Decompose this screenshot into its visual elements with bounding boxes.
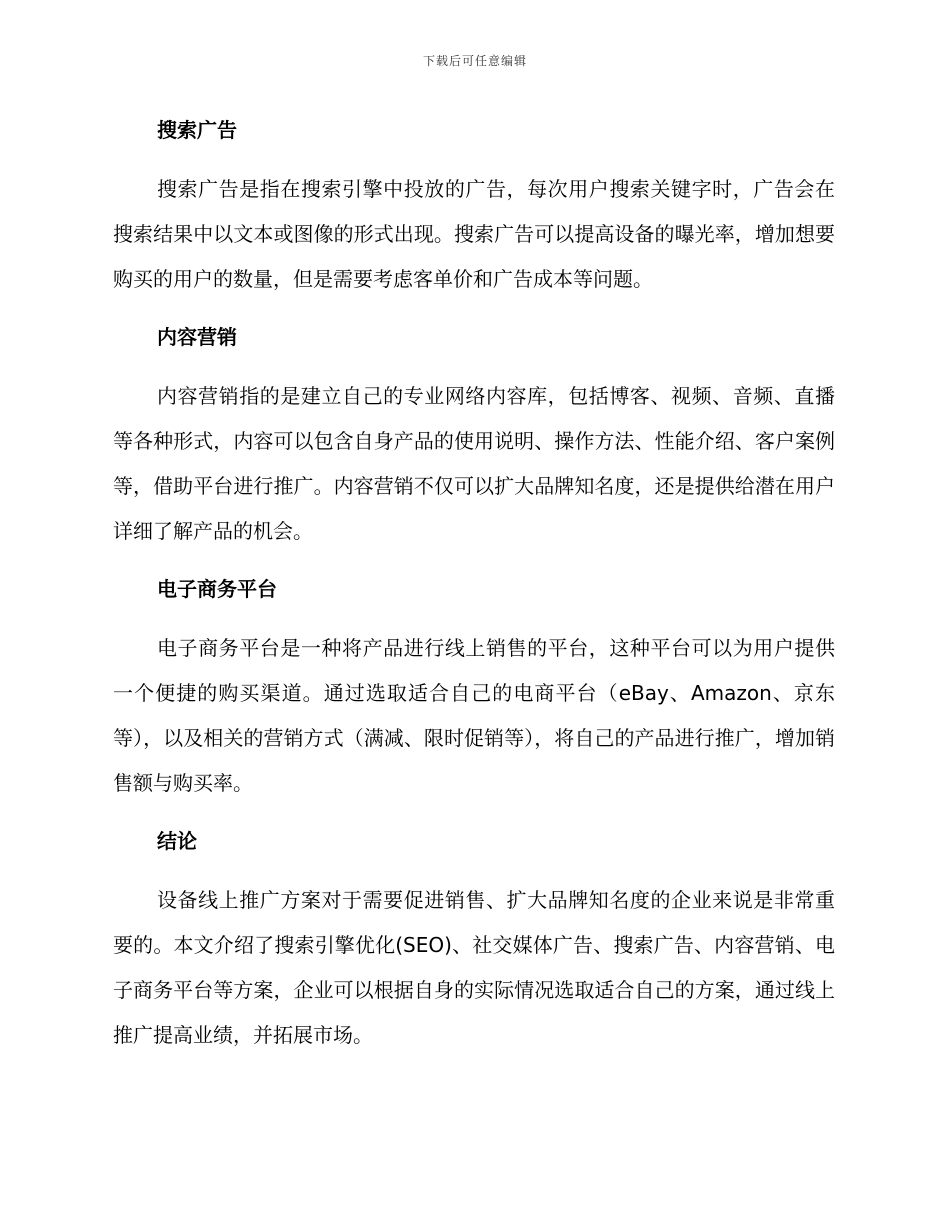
section-heading-content-marketing: 内容营销 (157, 325, 237, 349)
section-paragraph-content-marketing: 内容营销指的是建立自己的专业网络内容库，包括博客、视频、音频、直播等各种形式，内容可以包含自身产品的使用说明、操作方法、性能介绍、客户案例等，借助平台进行推广。内容营销不仅可以扩大品牌知名度，还是提供给潜在用户详细了解产品的机会。 (113, 384, 835, 543)
section-heading-search-ads: 搜索广告 (157, 118, 237, 142)
section-paragraph-search-ads: 搜索广告是指在搜索引擎中投放的广告，每次用户搜索关键字时，广告会在搜索结果中以文本或图像的形式出现。搜索广告可以提高设备的曝光率，增加想要购买的用户的数量，但是需要考虑客单价和广告成本等问题。 (113, 177, 835, 291)
section-heading-conclusion: 结论 (157, 829, 197, 853)
section-paragraph-conclusion: 设备线上推广方案对于需要促进销售、扩大品牌知名度的企业来说是非常重要的。本文介绍了搜索引擎优化(SEO)、社交媒体广告、搜索广告、内容营销、电子商务平台等方案，企业可以根据自身的实际情况选取适合自己的方案，通过线上推广提高业绩，并拓展市场。 (113, 888, 835, 1047)
page-header: 下载后可任意编辑 (422, 54, 527, 68)
section-paragraph-ecommerce: 电子商务平台是一种将产品进行线上销售的平台，这种平台可以为用户提供一个便捷的购买渠道。通过选取适合自己的电商平台（eBay、Amazon、京东等），以及相关的营销方式（满减、限时促销等），将自己的产品进行推广，增加销售额与购买率。 (113, 636, 835, 795)
section-heading-ecommerce: 电子商务平台 (157, 577, 277, 601)
document-body (113, 108, 835, 1071)
